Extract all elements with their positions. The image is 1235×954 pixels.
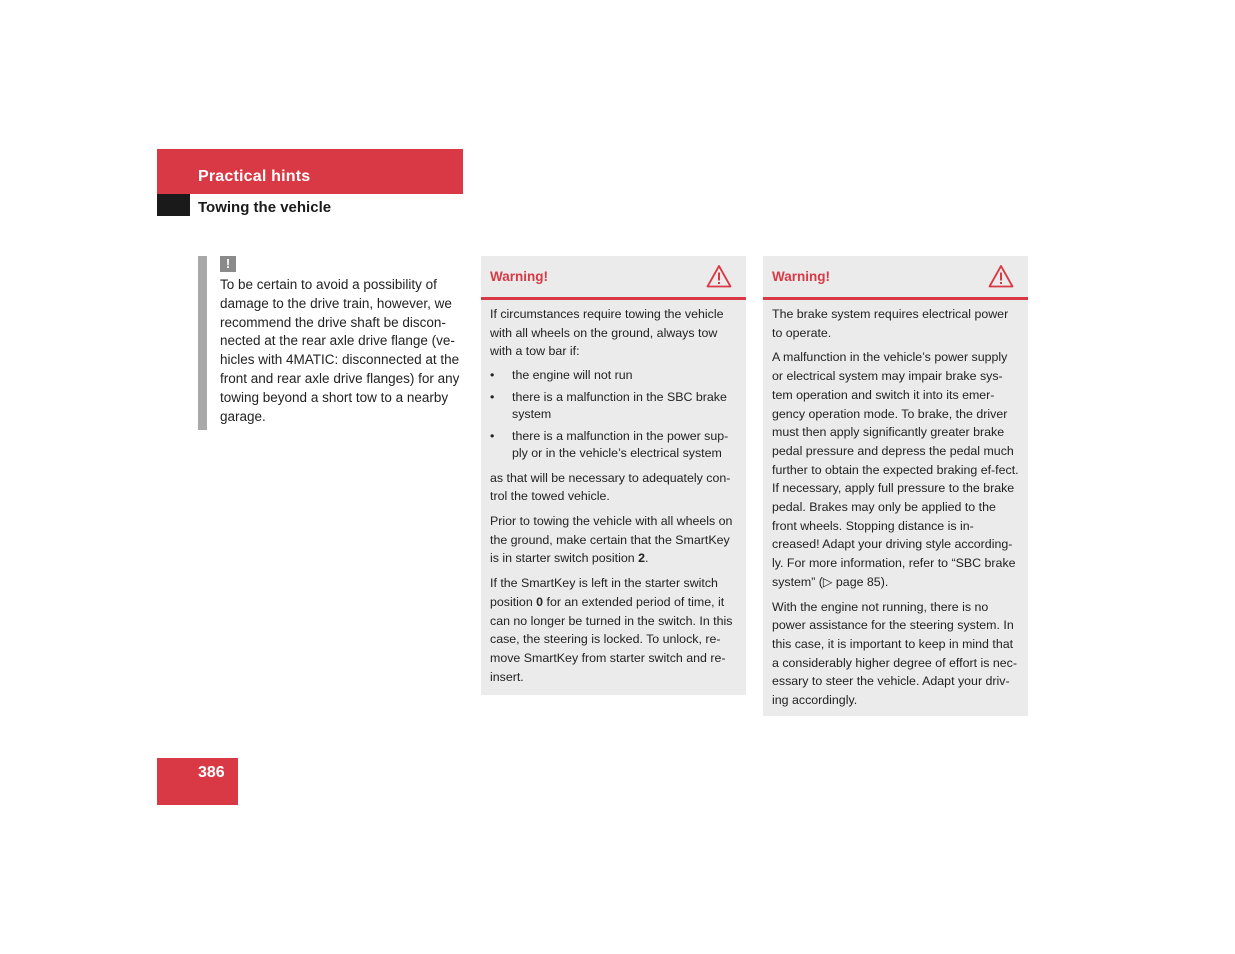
section-title: Practical hints <box>198 168 311 185</box>
paragraph-text: for an extended period of time, it can no longer be turned in the switch. In this case, the steering is locked. To unlock, re-move SmartKey from starter switch and re-insert. <box>490 594 733 684</box>
list-item <box>490 367 738 385</box>
notice-text: To be certain to avoid a possibility of damage to the drive train, however, we recommend the drive shaft be discon-nected at the rear axle drive flange (ve-hicles with 4MATIC: disconnected at the front and rear axle drive flanges) for any towing beyond a short tow to a nearby garage. <box>220 277 460 424</box>
bullet: • <box>490 368 495 383</box>
warning-header <box>763 256 1028 300</box>
bullet: • <box>490 428 495 443</box>
brake-malfunction-paragraph: A malfunction in the vehicle’s power supply or electrical system may impair brake sys-tem operation and switch it into its emer-gency operation mode. To brake, the driver must then apply significantly greater brake pedal pressure and depress the pedal much further to obtain the expected braking ef-fect. If necessary, apply full pressure to the brake pedal. Brakes may only be applied to the front wheels. Stopping distance is in-creased! Adapt your driving style according-ly. For more information, refer to “SBC brake system” (▷ page 85). <box>772 350 1019 589</box>
exclamation-icon: ! <box>220 256 236 272</box>
list-item-text: there is a malfunction in the power sup-ply or in the vehicle’s electrical system <box>512 428 729 461</box>
warning-box-brakes <box>763 256 1028 716</box>
warning-title: Warning! <box>490 269 548 284</box>
warning-triangle-icon <box>706 264 732 288</box>
warning-triangle-icon <box>988 264 1014 288</box>
steering-paragraph: With the engine not running, there is no power assistance for the steering system. In this case, it is important to keep in mind that a considerably higher degree of effort is nec-essary to steer the vehicle. Adapt your driv-ing accordingly. <box>772 599 1017 708</box>
paragraph-text: . <box>644 551 649 566</box>
notice-block <box>198 256 466 430</box>
warning-intro: If circumstances require towing the vehicle with all wheels on the ground, always tow with a tow bar if: <box>490 307 724 359</box>
section-header-bar <box>157 149 463 194</box>
notice-bar <box>198 256 207 430</box>
position-number: 0 <box>536 594 544 609</box>
warning-header <box>481 256 746 300</box>
warning-box-towing <box>481 256 746 695</box>
subsection-marker <box>157 194 190 216</box>
bullet: • <box>490 389 495 404</box>
list-item-text: there is a malfunction in the SBC brake system <box>512 389 727 422</box>
page-number: 386 <box>198 764 225 781</box>
smartkey-position-paragraph <box>490 512 738 568</box>
warning-title: Warning! <box>772 269 830 284</box>
list-item <box>490 428 738 463</box>
position-number: 2 <box>638 551 645 566</box>
warning-body <box>481 300 746 686</box>
paragraph-text: If the SmartKey is left in the starter switch position <box>490 576 718 609</box>
warning-after-text: as that will be necessary to adequately con-trol the towed vehicle. <box>490 470 731 504</box>
list-item <box>490 389 738 424</box>
subsection-title: Towing the vehicle <box>198 199 332 216</box>
list-item-text: the engine will not run <box>512 368 633 383</box>
page-number-box <box>157 758 238 805</box>
brake-power-paragraph: The brake system requires electrical power to operate. <box>772 307 1009 340</box>
warning-body <box>763 300 1028 710</box>
paragraph-text: Prior to towing the vehicle with all wheels on the ground, make certain that the SmartKey is in starter switch position <box>490 514 733 566</box>
condition-list <box>490 367 738 463</box>
smartkey-lock-paragraph <box>490 574 738 686</box>
